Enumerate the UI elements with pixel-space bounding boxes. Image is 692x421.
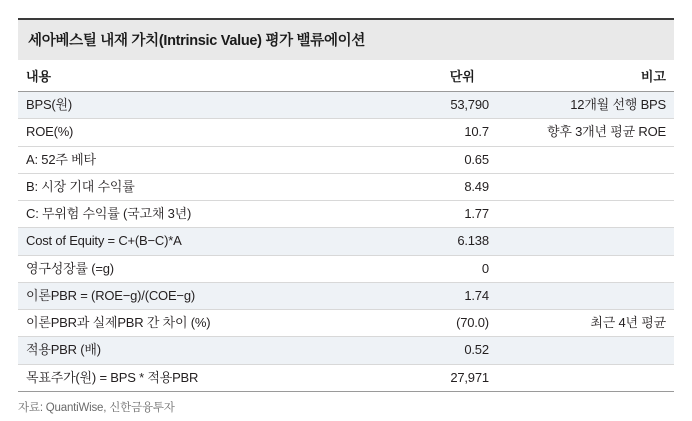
row-label: BPS(원) <box>18 92 346 119</box>
row-value: 10.7 <box>346 119 497 146</box>
row-note: 향후 3개년 평균 ROE <box>497 119 674 146</box>
row-value: 0.65 <box>346 146 497 173</box>
row-label: A: 52주 베타 <box>18 146 346 173</box>
row-label: B: 시장 기대 수익률 <box>18 173 346 200</box>
row-label: 영구성장률 (=g) <box>18 255 346 282</box>
row-label: Cost of Equity = C+(B−C)*A <box>18 228 346 255</box>
table-row <box>18 119 674 146</box>
row-note: 12개월 선행 BPS <box>497 92 674 119</box>
row-value: 53,790 <box>346 92 497 119</box>
row-note <box>497 201 674 228</box>
table-row <box>18 173 674 200</box>
table-row <box>18 92 674 119</box>
row-label: ROE(%) <box>18 119 346 146</box>
row-label: 이론PBR과 실제PBR 간 차이 (%) <box>18 310 346 337</box>
row-value: 1.77 <box>346 201 497 228</box>
row-value: 0.52 <box>346 337 497 364</box>
column-header-unit: 단위 <box>346 60 497 92</box>
row-note <box>497 337 674 364</box>
valuation-table <box>18 60 674 392</box>
row-value: (70.0) <box>346 310 497 337</box>
table-row <box>18 146 674 173</box>
table-row <box>18 337 674 364</box>
column-header-label: 내용 <box>18 60 346 92</box>
table-row <box>18 201 674 228</box>
source-note: 자료: QuantiWise, 신한금융투자 <box>18 401 175 414</box>
row-value: 1.74 <box>346 282 497 309</box>
row-note <box>497 146 674 173</box>
row-value: 8.49 <box>346 173 497 200</box>
row-note <box>497 282 674 309</box>
row-value: 27,971 <box>346 364 497 391</box>
row-label: 적용PBR (배) <box>18 337 346 364</box>
row-note <box>497 228 674 255</box>
valuation-table-container <box>18 18 674 415</box>
table-body <box>18 92 674 392</box>
table-title: 세아베스틸 내재 가치(Intrinsic Value) 평가 밸류에이션 <box>18 18 674 60</box>
table-row <box>18 255 674 282</box>
header-row <box>18 60 674 92</box>
row-note: 최근 4년 평균 <box>497 310 674 337</box>
table-row <box>18 228 674 255</box>
table-row <box>18 282 674 309</box>
row-value: 6.138 <box>346 228 497 255</box>
row-label: 이론PBR = (ROE−g)/(COE−g) <box>18 282 346 309</box>
table-row <box>18 310 674 337</box>
table-header <box>18 60 674 92</box>
row-note <box>497 364 674 391</box>
row-label: 목표주가(원) = BPS * 적용PBR <box>18 364 346 391</box>
column-header-note: 비고 <box>497 60 674 92</box>
row-note <box>497 255 674 282</box>
table-row <box>18 364 674 391</box>
row-label: C: 무위험 수익률 (국고채 3년) <box>18 201 346 228</box>
row-note <box>497 173 674 200</box>
row-value: 0 <box>346 255 497 282</box>
